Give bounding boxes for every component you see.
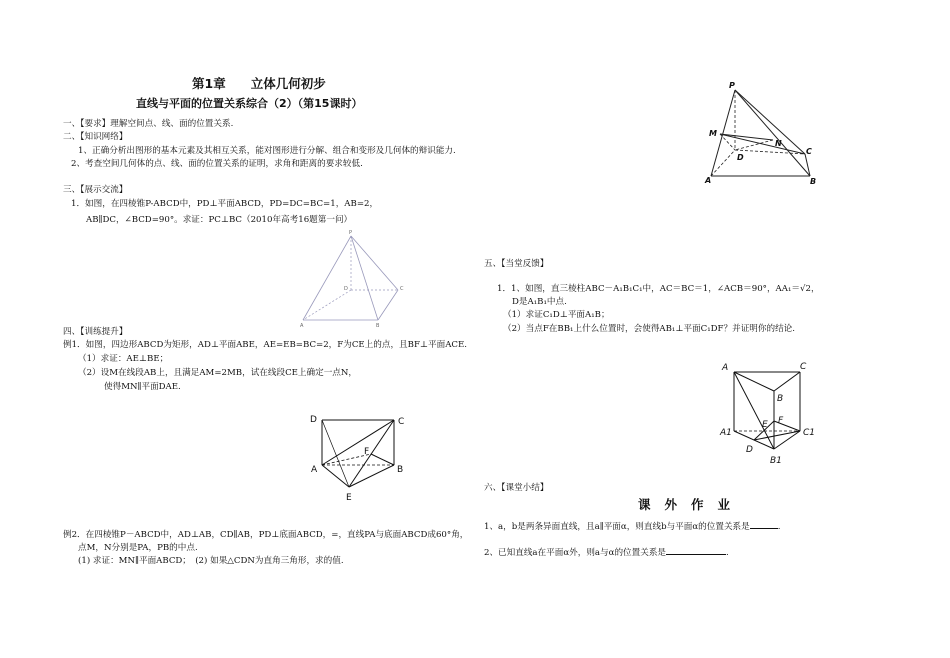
label-A: A <box>722 363 729 373</box>
label-C: C <box>806 147 812 156</box>
label-B: B <box>397 465 404 475</box>
homework-q1-text: 1、a，b是两条异面直线，且a∥平面α，则直线b与平面α的位置关系是 <box>484 522 750 532</box>
example-2-line-2: 点M，N分别是PA，PB的中点. <box>78 543 198 553</box>
feedback-q1-part-2: （2）当点F在BB₁上什么位置时，会使得AB₁⊥平面C₁DF？并证明你的结论. <box>503 324 796 334</box>
figure-pyramid-pabcd <box>298 232 408 327</box>
example-1-part-1: （1）求证：AE⊥BE； <box>78 354 169 364</box>
lesson-subtitle: 直线与平面的位置关系综合（2）（第15课时） <box>136 97 363 110</box>
answer-blank-1[interactable] <box>750 519 778 529</box>
question-1-line-2: AB∥DC，∠BCD=90°。求证：PC⊥BC（2010年高考16题第一问） <box>86 215 353 225</box>
label-F: F <box>364 447 370 457</box>
example-1-part-2-cont: 使得MN∥平面DAE. <box>104 382 181 392</box>
period: . <box>777 522 781 532</box>
label-D: D <box>310 415 317 425</box>
label-M: M <box>709 129 717 138</box>
label-F: F <box>778 416 784 426</box>
homework-title: 课外作业 <box>638 497 745 512</box>
chapter-title: 第1章 立体几何初步 <box>192 76 326 91</box>
label-D: D <box>746 445 753 455</box>
feedback-q1-line-1: 1．1、如图，直三棱柱ABC－A₁B₁C₁中，AC＝BC＝1，∠ACB＝90°，AA₁＝√2， <box>497 284 820 294</box>
label-B: B <box>777 394 784 404</box>
example-2-line-1: 例2．在四棱锥P－ABCD中，AD⊥AB，CD∥AB，PD⊥底面ABCD，=，直线PA与底面ABCD成60°角， <box>63 530 469 540</box>
knowledge-item-1: 1、正确分析出图形的基本元素及其相互关系，能对图形进行分解、组合和变形及几何体的辩识能力. <box>78 146 456 156</box>
label-B1: B1 <box>770 456 782 466</box>
answer-blank-2[interactable] <box>666 545 726 555</box>
example-1-stem: 例1．如图，四边形ABCD为矩形，AD⊥平面ABE，AE=EB=BC=2，F为CE上的点，且BF⊥平面ACE. <box>63 340 467 350</box>
label-P: P <box>729 81 735 90</box>
section-feedback: 五、【当堂反馈】 <box>484 259 549 269</box>
section-knowledge: 二、【知识网络】 <box>63 132 128 142</box>
label-C1: C1 <box>803 428 816 438</box>
section-training: 四、【训练提升】 <box>63 327 128 337</box>
feedback-q1-part-1: （1）求证C₁D⊥平面A₁B； <box>503 310 610 320</box>
feedback-q1-line-2: D是A₁B₁中点. <box>512 297 567 307</box>
label-B: B <box>376 323 380 329</box>
label-E: E <box>346 493 352 503</box>
homework-q2 <box>484 545 729 559</box>
example-2-line-3: (1) 求证：MN∥平面ABCD； (2) 如果△CDN为直角三角形，求的值. <box>78 556 344 566</box>
label-B: B <box>810 177 817 186</box>
section-requirement: 一、【要求】理解空间点、线、面的位置关系. <box>63 119 234 129</box>
homework-q2-text: 2、已知直线a在平面α外，则a与α的位置关系是 <box>484 548 667 558</box>
figure-top-right-pyramid <box>705 81 825 186</box>
label-D: D <box>737 153 744 162</box>
label-A1: A1 <box>720 428 732 438</box>
figure-rectangle-abcd <box>308 412 418 512</box>
figure-triangular-prism <box>718 355 828 470</box>
label-C: C <box>800 362 807 372</box>
label-A: A <box>300 323 304 329</box>
question-1-line-1: 1．如图，在四棱锥P-ABCD中，PD⊥平面ABCD，PD=DC=BC=1，AB=2， <box>71 199 379 209</box>
label-N: N <box>775 139 782 148</box>
knowledge-item-2: 2、考查空间几何体的点、线、面的位置关系的证明，求角和距离的要求较低. <box>71 159 363 169</box>
label-A: A <box>705 176 712 185</box>
example-1-part-2: （2）设M在线段AB上，且满足AM=2MB，试在线段CE上确定一点N， <box>78 368 358 378</box>
label-D: D <box>344 286 348 292</box>
homework-q1 <box>484 519 780 533</box>
label-C: C <box>400 286 404 292</box>
period: . <box>726 548 729 558</box>
label-E: E <box>762 420 768 430</box>
section-show: 三、【展示交流】 <box>63 185 128 195</box>
label-A: A <box>311 465 318 475</box>
section-summary: 六、【课堂小结】 <box>484 483 549 493</box>
label-P: P <box>349 230 353 236</box>
label-C: C <box>398 417 405 427</box>
